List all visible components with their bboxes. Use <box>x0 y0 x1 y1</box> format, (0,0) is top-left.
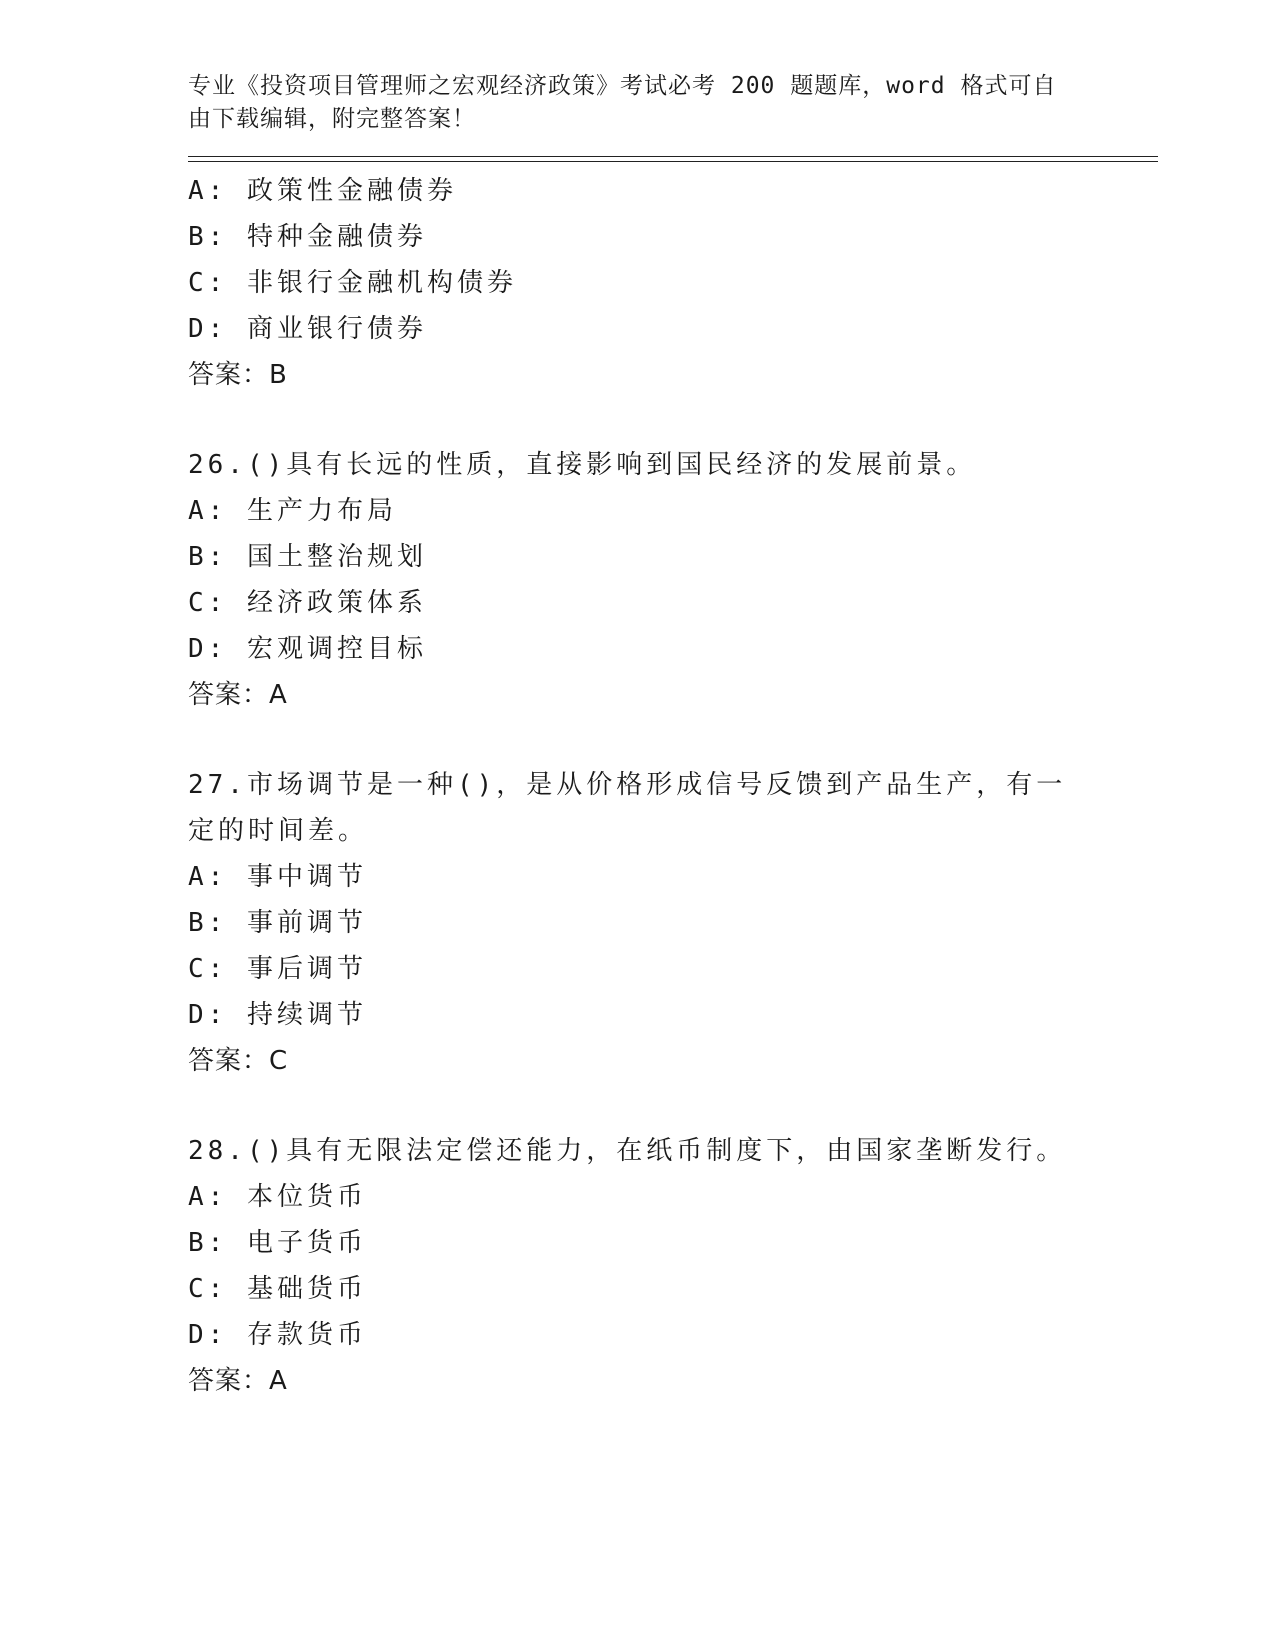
option-c: C: 经济政策体系 <box>188 588 427 618</box>
spacer <box>188 1084 1158 1128</box>
option-c: C: 非银行金融机构债券 <box>188 268 517 298</box>
option-d: D: 宏观调控目标 <box>188 634 427 664</box>
document-header: 专业《投资项目管理师之宏观经济政策》考试必考 200 题题库，word 格式可自由下载编辑，附完整答案！ <box>188 73 1057 132</box>
document-page <box>188 70 1158 1404</box>
option-a: A: 事中调节 <box>188 862 367 892</box>
question-26 <box>188 442 1158 718</box>
option-b: B: 特种金融债券 <box>188 222 427 252</box>
option-a: A: 本位货币 <box>188 1182 367 1212</box>
option-d: D: 商业银行债券 <box>188 314 427 344</box>
header-divider <box>188 156 1158 162</box>
option-d: D: 持续调节 <box>188 1000 367 1030</box>
option-a: A: 生产力布局 <box>188 496 397 526</box>
spacer <box>188 398 1158 442</box>
question-stem: 28.()具有无限法定偿还能力，在纸币制度下，由国家垄断发行。 <box>188 1136 1067 1166</box>
option-d: D: 存款货币 <box>188 1320 367 1350</box>
answer-line: 答案：B <box>188 360 288 390</box>
option-c: C: 基础货币 <box>188 1274 367 1304</box>
question-28 <box>188 1128 1158 1404</box>
answer-line: 答案：A <box>188 680 288 710</box>
question-27 <box>188 762 1158 1084</box>
question-stem: 26.()具有长远的性质，直接影响到国民经济的发展前景。 <box>188 450 977 480</box>
question-stem: 27.市场调节是一种()，是从价格形成信号反馈到产品生产，有一定的时间差。 <box>188 770 1067 846</box>
answer-line: 答案：C <box>188 1046 289 1076</box>
option-a: A: 政策性金融债券 <box>188 176 457 206</box>
question-25-continued <box>188 168 1158 398</box>
option-b: B: 国土整治规划 <box>188 542 427 572</box>
spacer <box>188 718 1158 762</box>
option-b: B: 事前调节 <box>188 908 367 938</box>
option-b: B: 电子货币 <box>188 1228 367 1258</box>
option-c: C: 事后调节 <box>188 954 367 984</box>
answer-line: 答案：A <box>188 1366 288 1396</box>
